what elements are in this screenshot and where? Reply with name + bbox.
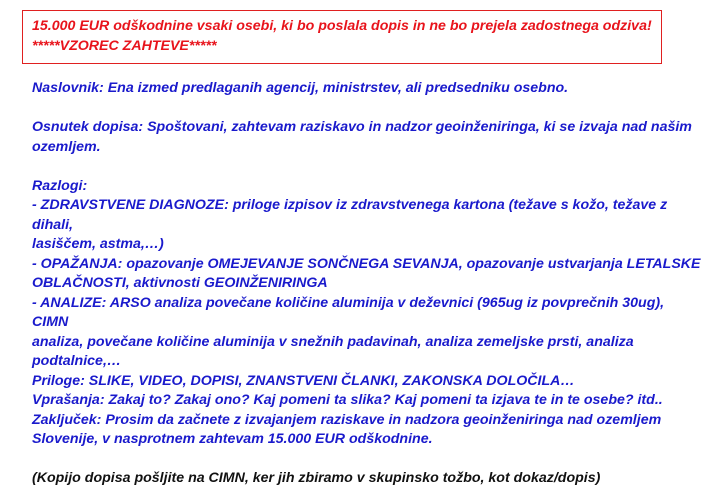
template-label: *****VZOREC ZAHTEVE***** — [32, 37, 217, 54]
spacer — [32, 157, 702, 177]
conclusion-line: Zaključek: Prosim da začnete z izvajanjem raziskave in nadzora geoinženiringa nad ozemljem — [32, 411, 662, 428]
addressee-line: Naslovnik: Ena izmed predlaganih agencij, ministrstev, ali predsedniku osebno. — [32, 80, 569, 96]
reason-health-line: - ZDRAVSTVENE DIAGNOZE: priloge izpisov iz zdravstvenega kartona (težave s kožo, težave z dihali, — [32, 197, 668, 233]
draft-line: Osnutek dopisa: Spoštovani, zahtevam raziskavo in nadzor geoinženiringa, ki se izvaja nad našim — [32, 119, 692, 135]
conclusion-line: Slovenije, v nasprotnem zahtevam 15.000 EUR odškodnine. — [32, 431, 433, 447]
spacer — [32, 450, 702, 470]
reasons-heading: Razlogi: — [32, 177, 88, 194]
reason-health-line: lasiščem, astma,…) — [32, 236, 164, 252]
questions-line: Vprašanja: Zakaj to? Zakaj ono? Kaj pomeni ta slika? Kaj pomeni ta izjava te in te osebe? itd.. — [32, 392, 663, 408]
reason-observations-line: - OPAŽANJA: opazovanje OMEJEVANJE SONČNEGA SEVANJA, opazovanje ustvarjanja LETALSKE — [32, 255, 701, 272]
draft-line: ozemljem. — [32, 138, 101, 155]
notice-box — [22, 10, 662, 64]
notice-headline: 15.000 EUR odškodnine vsaki osebi, ki bo poslala dopis in ne bo prejela zadostnega odziva! — [32, 18, 652, 34]
reason-analyses-line: podtalnice,… — [32, 353, 122, 369]
footer-note: (Kopijo dopisa pošljite na CIMN, ker jih zbiramo v skupinsko tožbo, kot dokaz/dopis) — [32, 470, 601, 486]
reason-analyses-line: analiza, povečane količine aluminija v snežnih padavinah, analiza zemeljske prsti, analiza — [32, 333, 634, 350]
letter-template — [32, 79, 702, 489]
reason-analyses-line: - ANALIZE: ARSO analiza povečane količine aluminija v deževnici (965ug iz povprečnih 30ug), CIMN — [32, 294, 665, 330]
spacer — [32, 99, 702, 119]
reason-observations-line: OBLAČNOSTI, aktivnosti GEOINŽENIRINGA — [32, 275, 328, 291]
attachments-line: Priloge: SLIKE, VIDEO, DOPISI, ZNANSTVENI ČLANKI, ZAKONSKA DOLOČILA… — [32, 372, 575, 389]
